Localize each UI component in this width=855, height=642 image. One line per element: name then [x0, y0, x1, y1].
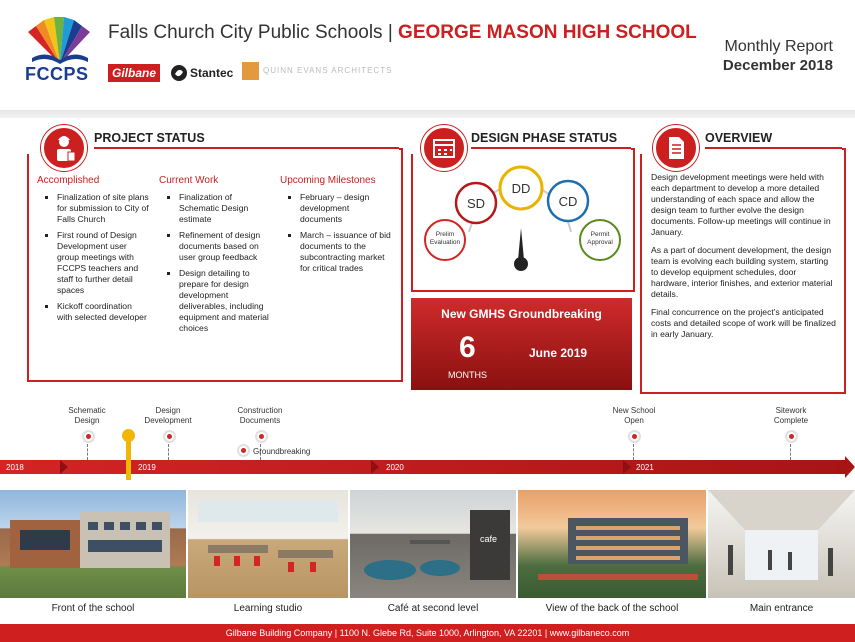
fccps-logo-icon: [18, 14, 102, 66]
phase-label-permit: Permit Approval: [587, 231, 613, 246]
list-item: ▪ Finalization of Schematic Design estimate: [179, 192, 271, 225]
phase-sd: [456, 183, 496, 223]
list-item: ▪ Kickoff coordination with selected developer: [57, 301, 149, 323]
phase-permit: [580, 220, 620, 260]
school-name: GEORGE MASON HIGH SCHOOL: [398, 22, 697, 43]
milestone-marker: [163, 430, 176, 443]
photo-learning-studio: [188, 490, 348, 598]
fccps-logo-text: FCCPS: [25, 64, 89, 84]
column-heading: Accomplished: [37, 175, 100, 186]
milestone-label: New School Open: [612, 406, 656, 425]
column-heading: Upcoming Milestones: [280, 175, 376, 186]
list-item: ▪ March – issuance of bid documents to the subcontracting market for critical trades: [300, 230, 392, 274]
photo-caption: View of the back of the school: [545, 603, 679, 614]
groundbreaking-title: New GMHS Groundbreaking: [441, 307, 602, 321]
stantec-logo: Stantec: [190, 66, 234, 80]
current-date-dot: [122, 429, 135, 442]
accomplished-column: [37, 175, 149, 328]
timeline-year: 2019: [138, 463, 156, 472]
report-date: December 2018: [722, 57, 833, 74]
photo-back-of-school: [518, 490, 706, 598]
overview-text: [651, 172, 836, 347]
months-count: 6: [459, 331, 476, 364]
overview-paragraph: Design development meetings were held with each department to develop a more detailed understanding of each space and allow the design team to further evolve the design documents. Follow-up meetings will continue in January.: [651, 172, 831, 237]
column-heading: Current Work: [159, 175, 219, 186]
timeline-year: 2020: [386, 463, 404, 472]
footer: Gilbane Building Company | 1100 N. Glebe Rd, Suite 1000, Arlington, VA 22201 | www.gilbaneco.com: [0, 624, 855, 642]
stantec-logo-icon: [170, 64, 188, 82]
overview-paragraph: As a part of document development, the design team is evolving each building system, starting to develop equipment schedules, door hardware, interior finishes, and exterior material details.: [651, 245, 833, 299]
phase-label-dd: DD: [511, 181, 531, 196]
phase-label-sd: SD: [466, 196, 486, 211]
timeline-year: 2018: [6, 463, 24, 472]
list-item: ▪ Refinement of design documents based on user group feedback: [179, 230, 271, 263]
milestone-label: Schematic Design: [68, 406, 106, 425]
groundbreaking-countdown: [411, 298, 632, 390]
phase-prelim: [425, 220, 465, 260]
quinn-evans-logo-icon: [242, 62, 259, 80]
project-status-rule: [94, 147, 399, 149]
current-date-marker: [126, 436, 131, 480]
upcoming-milestones-column: [280, 175, 392, 279]
milestone-marker: [628, 430, 641, 443]
milestone-label: Construction Documents: [237, 406, 283, 425]
milestone-label: Groundbreaking: [253, 447, 311, 456]
overview-paragraph: Final concurrence on the project's anticipated costs and detailed scope of work will be finalized in early January.: [651, 307, 836, 339]
report-header: [0, 0, 855, 112]
page-title: [108, 22, 697, 44]
phase-dd: [500, 167, 542, 209]
photo-caption: Café at second level: [387, 603, 479, 614]
design-phase-gauge: [411, 160, 632, 288]
milestone-marker: [82, 430, 95, 443]
milestone-connector: [790, 444, 791, 460]
timeline-year: 2021: [636, 463, 654, 472]
milestone-label: Sitework Complete: [773, 406, 809, 425]
list-item: ▪ Finalization of site plans for submission to City of Falls Church: [57, 192, 149, 225]
document-icon: [653, 125, 699, 171]
milestone-marker: [255, 430, 268, 443]
gauge-needle: [514, 228, 528, 271]
phase-cd: [548, 181, 588, 221]
photo-caption: Learning studio: [233, 603, 303, 614]
milestone-label: Design Development: [144, 406, 192, 425]
district-name: Falls Church City Public Schools |: [108, 22, 399, 43]
photo-front-of-school: [0, 490, 186, 598]
groundbreaking-date: June 2019: [529, 346, 588, 360]
milestone-connector: [87, 444, 88, 460]
milestone-marker: [785, 430, 798, 443]
milestone-connector: [168, 444, 169, 460]
photo-main-entrance: [708, 490, 855, 598]
photo-cafe: [350, 490, 516, 598]
list-item: ▪ Design detailing to prepare for design development deliverables, including equipment and material choices: [179, 268, 271, 334]
worker-icon: [41, 125, 87, 171]
milestone-marker: [237, 444, 250, 457]
overview-rule: [705, 147, 842, 149]
phase-label-cd: CD: [558, 194, 578, 209]
milestone-connector: [633, 444, 634, 460]
design-phase-rule: [471, 147, 631, 149]
list-item: ▪ February – design development documents: [300, 192, 392, 225]
months-label: MONTHS: [448, 370, 487, 380]
header-divider: [0, 110, 855, 118]
gilbane-logo: Gilbane: [108, 64, 160, 82]
overview-title: OVERVIEW: [705, 131, 773, 145]
design-phase-title: DESIGN PHASE STATUS: [471, 131, 618, 145]
svg-text:cafe: cafe: [480, 534, 498, 544]
photo-caption: Main entrance: [749, 603, 814, 614]
current-work-column: [159, 175, 271, 339]
report-title: Monthly Report: [724, 38, 833, 55]
phase-label-prelim: Prelim Evaluation: [429, 231, 461, 246]
project-status-title: PROJECT STATUS: [94, 131, 205, 145]
list-item: ▪ First round of Design Development user group meetings with FCCPS teachers and staff to further detail spaces: [57, 230, 149, 296]
photo-caption: Front of the school: [51, 603, 135, 614]
quinn-evans-logo: QUINN EVANS ARCHITECTS: [263, 66, 393, 75]
